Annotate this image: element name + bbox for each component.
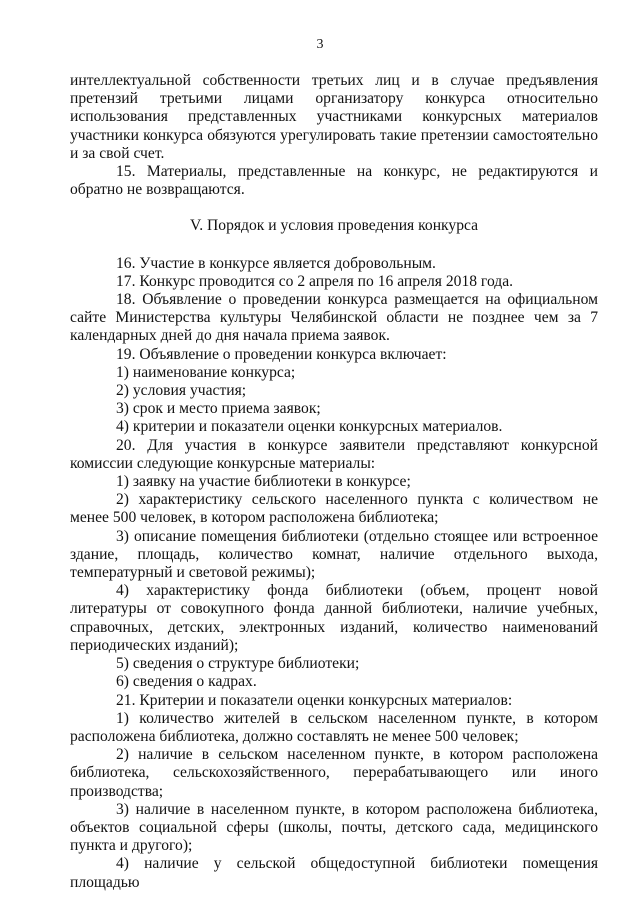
paragraph: 3) срок и место приема заявок; — [116, 400, 321, 418]
paragraph: 5) сведения о структуре библиотеки; — [116, 655, 360, 673]
paragraph: 1) количество жителей в сельском населенном пункте, в котором расположена библиотека, должно составлять не менее 500 человек; — [70, 709, 598, 745]
page-number: 3 — [316, 37, 324, 52]
paragraph: 3) описание помещения библиотеки (отдельно стоящее или встроенное здание, площадь, количество комнат, наличие отдельного выхода, температурный и световой режимы); — [70, 527, 598, 582]
paragraph: 4) наличие у сельской общедоступной библиотеки помещения площадью — [70, 855, 598, 891]
paragraph: 1) наименование конкурса; — [116, 363, 296, 381]
paragraph: 16. Участие в конкурсе является добровольным. — [116, 254, 436, 272]
paragraph: 20. Для участия в конкурсе заявители представляют конкурсной комиссии следующие конкурсные материалы: — [70, 436, 598, 472]
paragraph: 4) характеристику фонда библиотеки (объем, процент новой литературы от совокупного фонда данной библиотеки, наличие учебных, справочных, детских, электронных изданий, количество наименований периодических изданий); — [70, 582, 598, 654]
paragraph: 17. Конкурс проводится со 2 апреля по 16 апреля 2018 года. — [116, 272, 514, 290]
document-body — [70, 72, 598, 892]
paragraphs-after-heading — [70, 255, 598, 892]
paragraph: 1) заявку на участие библиотеки в конкурсе; — [116, 473, 411, 491]
paragraph: 6) сведения о кадрах. — [116, 673, 257, 691]
paragraph: 21. Критерии и показатели оценки конкурсных материалов: — [116, 691, 513, 709]
paragraph: 3) наличие в населенном пункте, в котором расположена библиотека, объектов социальной сферы (школы, почты, детского сада, медицинского пункта и другого); — [70, 800, 598, 855]
section-heading: V. Порядок и условия проведения конкурса — [189, 217, 479, 235]
paragraph: 4) критерии и показатели оценки конкурсных материалов. — [116, 418, 503, 436]
paragraph: 19. Объявление о проведении конкурса включает: — [116, 345, 447, 363]
paragraph: 2) условия участия; — [116, 382, 247, 400]
paragraph: 2) характеристику сельского населенного пункта с количеством не менее 500 человек, в котором расположена библиотека; — [70, 491, 598, 527]
paragraph: 15. Материалы, представленные на конкурс, не редактируются и обратно не возвращаются. — [70, 163, 598, 199]
paragraph: 2) наличие в сельском населенном пункте, в котором расположена библиотека, сельскохозяйственного, перерабатывающего или иного производства; — [70, 746, 598, 800]
paragraphs-before-heading — [70, 72, 598, 199]
paragraph: 18. Объявление о проведении конкурса размещается на официальном сайте Министерства культуры Челябинской области не позднее чем за 7 календарных дней до дня начала приема заявок. — [70, 291, 598, 345]
paragraph: интеллектуальной собственности третьих лиц и в случае предъявления претензий третьими лицами организатору конкурса относительно использования представленных участниками конкурсных материалов участники конкурса обязуются урегулировать такие претензии самостоятельно и за свой счет. — [70, 72, 598, 162]
